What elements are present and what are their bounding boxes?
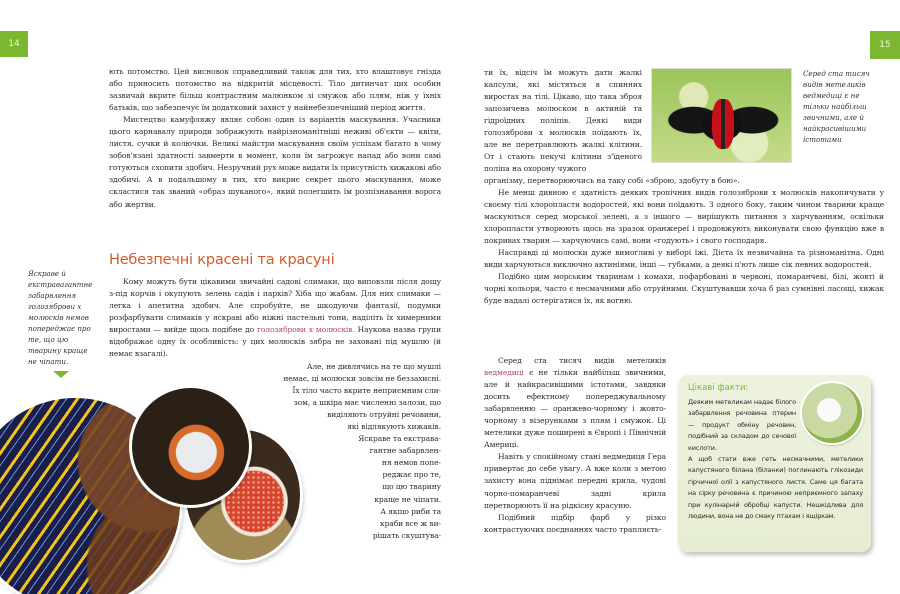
right-column-top [484, 67, 642, 175]
paragraph: Насправді ці молюски дуже вимогливі у виборі їжі. Дієта їх незвичайна та різноманітна. Одні види харчуються виключно актиніями, інші — губками, а деякі п'ють лише сік певних водоростей. [484, 248, 884, 270]
paragraph: Подібний підбір фарб у різко контрастуючих поєднаннях часто трапляєть- [484, 512, 666, 534]
moth-body [712, 99, 734, 149]
paragraph: Кому можуть бути цікавими звичайні садові слимаки, що виповзли після дощу з-під корчів і окупують зелень садів і парків? Хіба що жабам. Для них слимаки — легка і апетитна здобич. Але спробуйте, не шкодуючи фантазії, подумки розфарбувати слимаків у яскраві або ніжні пастельні тони, наділіть їх химерними виростами — вийде щось подібне до голозяброви х молюсків. Наукова назва групи відображає одну їх особливість: у цих молюсків зябра не заховані під мушлю (й немає взагалі). [109, 277, 442, 359]
white-orange-nudibranch-photo [132, 388, 249, 505]
side-note-right: Серед ста тисяч видів метеликів ведмедиці є не тільки найбільш звичними, але й найкрасивішими істотами [803, 69, 870, 144]
right-main-text [484, 187, 884, 307]
facts-box [678, 375, 871, 552]
wrapped-text: Але, не дивлячись на те що мушлі немає, ці молюски зовсім не беззахисні. Їх тіло часто вкрите неприємним сли- зом, а шкіра має численні залози, що виділяють отруйні речовини, які відлякують хижаків. Яскраве та екстрава- гантне забарвлен- ня немов попе- реджає про те, що цю тварину краще не чіпати. А якщо риби та краби все ж ви- рішать скуштува- [283, 362, 441, 540]
facts-title: Цікаві факти: [688, 383, 749, 393]
moth-text [484, 355, 666, 536]
paragraph: Мистецтво камуфляжу являє собою один із варіантів маскування. Учасники цього карнавалу природи зображують найрізноманітніші неживі об'єкти — квіти, листя, сучки й колючки. Великі майстри маскування своїм успіхам багато в чому зобов'язані здатності завмерти в момент, коли їм загрожує напад або вони самі готуються схопити здобич. Незручний рух може видати їх присутність хижакові або здобичі. А в подальшому в тих, хто викриє секрет цього маскування, може скластися так званий «образ шуканого», який полегшить їм розпізнавання ворога або жертви. [109, 115, 441, 209]
page-number-left: 14 [0, 31, 28, 57]
page-number-right: 15 [870, 31, 900, 59]
paragraph: ти їх, відсіч їм можуть дати жалкі капсули, які містяться в спинних виростах на тілі. Цікаво, що така зброя запозичена молюском в актиній та гідроїдних поліпів. Деякі види голозяброви х молюсків поїдають їх, але не перетравлюють жалкі клітини. От і стають пекучі клітини з'їденого поліпа на охорону чужого [484, 68, 642, 174]
section-text [109, 276, 441, 360]
paragraph: ють потомство. Цей висновок справедливий також для тих, хто влаштовує гнізда або приносить потомство на відкритій місцевості. Тіло дитинчат цих особин зазвичай вкрите більш контрастним малюнком зі смужок або плям, ніж у їхніх батьків, що забезпечує їм додатковий захист у найнебезпечніший період життя. [109, 67, 441, 113]
right-column-continuation: організму, перетворюючись на таку собі «зброю, здобуту в бою». [484, 176, 740, 185]
paragraph: Не менш дивною є здатність деяких тропічних видів голозяброви х молюсків накопичувати у своєму тілі хлоропласти водоростей, які вони поїдають. З одного боку, таким чином тварини краще маскуються серед морської зелені, а з іншого — вирішують питання з харчуванням, оскільки хлоропласти утворюють щось на зразок оранжереї і продовжують виконувати свою функцію вже в покривах тварин — харчуючись самі, вони «годують» і свого господаря. [484, 188, 884, 246]
side-note-left: Яскраве й екстравагантне забарвлення голозяброви х молюсків немов попереджає про те, що цю тварину краще не чіпати. [28, 269, 93, 366]
left-intro-text [109, 66, 441, 211]
red-black-moth-photo [651, 68, 792, 163]
paragraph: Серед ста тисяч видів метеликів ведмедиці є не тільки найбільш звичними, але й найкрасивішими істотами, завдяки досить ефектному попереджувальному забарвленню — оранжево-чорному і жовто-чорному з візерунками з плям і смужок. Ці метелики дуже поширені в Європі і Північній Америці. [484, 356, 666, 450]
paragraph: Подібно цим морським тваринам і комахи, пофарбовані в червоні, помаранчеві, білі, жовті й чорні кольори, часто є несмачними або отруйними. Скуштувавши хоча б раз сумнівні ласощі, хижак буде надалі остерігатися їх, як вогню. [484, 272, 884, 306]
moth-link[interactable]: ведмедиці [484, 368, 524, 378]
facts-text: Деяким метеликам надає білого забарвлення речовина птерин — продукт обміну речовин, подібний за складом до сечової кислоти. А щоб стати вже геть несмачними, метелики капустяного біланa (біланки) поглинають глікозиди гірчичної олії з капустяного листя. Саме ця багата на сірку речовина є причиною неприємного запаху при кулінарній обробці капусти. Нешкідлива для людини, вона не до смаку птахам і ящіркам. [688, 398, 863, 521]
paragraph: Навіть у спокійному стані ведмедиця Гера привертає до себе увагу. А вже коли з метою захисту вона піднімає передні крила, чудові чорно-помаранчеві задні крила перетворюють її на рідкісну красуню. [484, 452, 666, 510]
triangle-down-icon [53, 371, 69, 378]
section-heading: Небезпечні красені та красуні [109, 252, 335, 268]
nudibranch-link[interactable]: голозяброви х молюсків. [256, 325, 355, 335]
